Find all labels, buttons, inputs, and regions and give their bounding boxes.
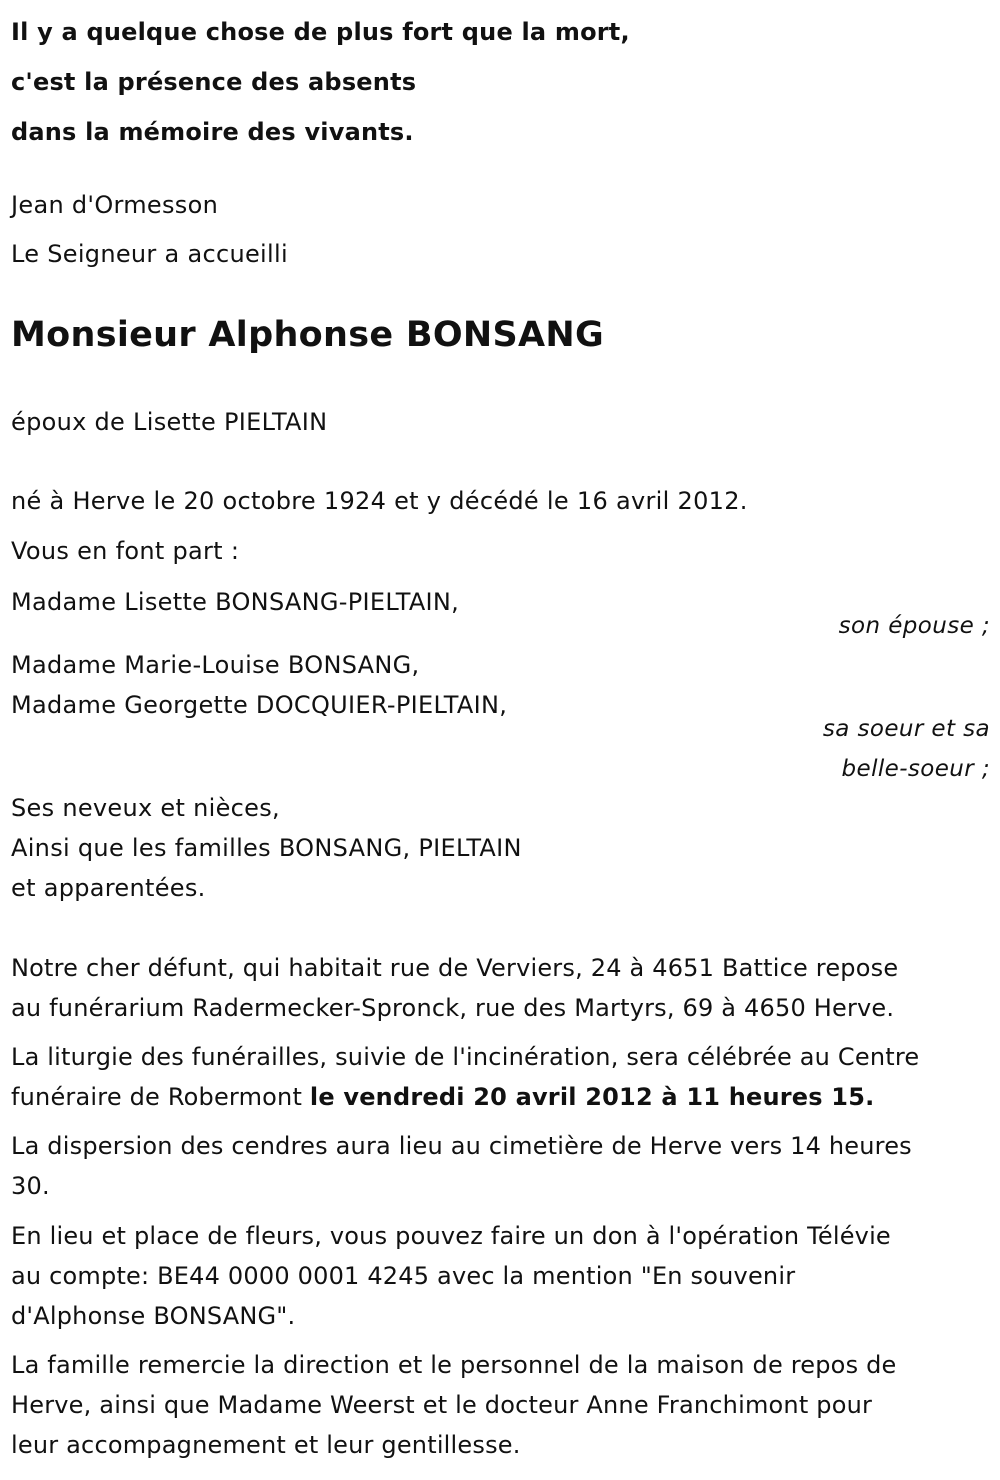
paragraph-line: La famille remercie la direction et le personnel de la maison de repos de [11, 1351, 897, 1379]
family-sister-relation [823, 709, 990, 789]
paragraph-line: La liturgie des funérailles, suivie de l'incinération, sera célébrée au Centre [11, 1043, 920, 1071]
paragraph-line: d'Alphonse BONSANG". [11, 1302, 296, 1330]
others-line: Ainsi que les familles BONSANG, PIELTAIN [11, 834, 522, 862]
quote-line: c'est la présence des absents [11, 68, 417, 96]
paragraph-line: 30. [11, 1172, 50, 1200]
others-line: et apparentées. [11, 874, 206, 902]
paragraph-line: au funérarium Radermecker-Spronck, rue des Martyrs, 69 à 4650 Herve. [11, 994, 895, 1022]
birth-death-line: né à Herve le 20 octobre 1924 et y décédé le 16 avril 2012. [11, 487, 748, 515]
announce-line: Vous en font part : [11, 537, 240, 565]
repose-paragraph [11, 948, 990, 1028]
thanks-paragraph [11, 1345, 990, 1465]
liturgy-date-time: le vendredi 20 avril 2012 à 11 heures 15. [309, 1083, 875, 1111]
paragraph-line: La dispersion des cendres aura lieu au cimetière de Herve vers 14 heures [11, 1132, 912, 1160]
family-spouse-name: Madame Lisette BONSANG-PIELTAIN, [11, 588, 460, 616]
paragraph-line: leur accompagnement et leur gentillesse. [11, 1431, 521, 1459]
relation-line: sa soeur et sa [822, 716, 990, 742]
family-sister-name: Madame Marie-Louise BONSANG, [11, 651, 420, 679]
paragraph-line: Herve, ainsi que Madame Weerst et le docteur Anne Franchimont pour [11, 1391, 873, 1419]
paragraph-line [11, 1077, 990, 1117]
intro-text: Le Seigneur a accueilli [11, 240, 288, 268]
paragraph-line: au compte: BE44 0000 0001 4245 avec la mention "En souvenir [11, 1262, 796, 1290]
quote-line: Il y a quelque chose de plus fort que la mort, [11, 18, 630, 46]
quote-line: dans la mémoire des vivants. [11, 118, 414, 146]
paragraph-line: En lieu et place de fleurs, vous pouvez faire un don à l'opération Télévie [11, 1222, 891, 1250]
paragraph-line: Notre cher défunt, qui habitait rue de Verviers, 24 à 4651 Battice repose [11, 954, 899, 982]
epigraph-quote [11, 7, 630, 157]
family-sister-in-law-name: Madame Georgette DOCQUIER-PIELTAIN, [11, 691, 508, 719]
others-line: Ses neveux et nièces, [11, 794, 280, 822]
obituary-document [11, 0, 990, 1480]
quote-author: Jean d'Ormesson [11, 191, 219, 219]
liturgy-place: funéraire de Robermont [11, 1083, 310, 1111]
spouse-line: époux de Lisette PIELTAIN [11, 408, 328, 436]
dispersion-paragraph [11, 1126, 990, 1206]
donation-paragraph [11, 1216, 990, 1336]
family-others-block [11, 788, 522, 908]
family-sister-block [11, 645, 507, 725]
liturgy-paragraph [11, 1037, 990, 1117]
relation-line: belle-soeur ; [841, 756, 990, 782]
family-spouse-relation: son épouse ; [838, 613, 990, 639]
deceased-name: Monsieur Alphonse BONSANG [11, 315, 605, 355]
